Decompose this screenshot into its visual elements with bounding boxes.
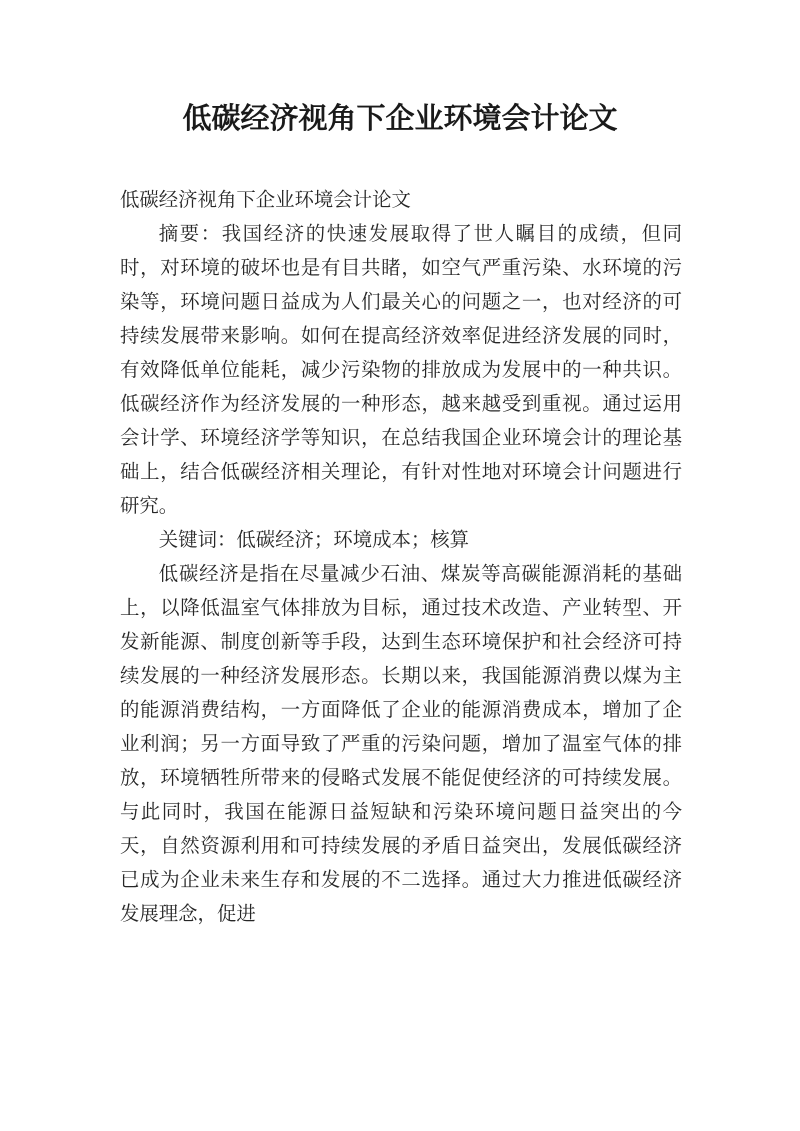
document-body (120, 183, 682, 931)
keywords-paragraph: 关键词：低碳经济；环境成本；核算 (158, 528, 470, 551)
body-paragraph: 低碳经济是指在尽量减少石油、煤炭等高碳能源消耗的基础上，以降低温室气体排放为目标，通过技术改造、产业转型、开发新能源、制度创新等手段，达到生态环境保护和社会经济可持续发展的一种经济发展形态。长期以来，我国能源消费以煤为主的能源消费结构，一方面降低了企业的能源消费成本，增加了企业利润；另一方面导致了严重的污染问题，增加了温室气体的排放，环境牺牲所带来的侵略式发展不能促使经济的可持续发展。与此同时，我国在能源日益短缺和污染环境问题日益突出的今天，自然资源利用和可持续发展的矛盾日益突出，发展低碳经济已成为企业未来生存和发展的不二选择。通过大力推进低碳经济发展理念，促进 (120, 562, 682, 925)
abstract-paragraph: 摘要：我国经济的快速发展取得了世人瞩目的成绩，但同时，对环境的破坏也是有目共睹，如空气严重污染、水环境的污染等，环境问题日益成为人们最关心的问题之一，也对经济的可持续发展带来影响。如何在提高经济效率促进经济发展的同时，有效降低单位能耗，减少污染物的排放成为发展中的一种共识。低碳经济作为经济发展的一种形态，越来越受到重视。通过运用会计学、环境经济学等知识，在总结我国企业环境会计的理论基础上，结合低碳经济相关理论，有针对性地对环境会计问题进行研究。 (120, 222, 682, 517)
document-title: 低碳经济视角下企业环境会计论文 (182, 101, 618, 135)
subtitle-paragraph: 低碳经济视角下企业环境会计论文 (120, 188, 411, 211)
